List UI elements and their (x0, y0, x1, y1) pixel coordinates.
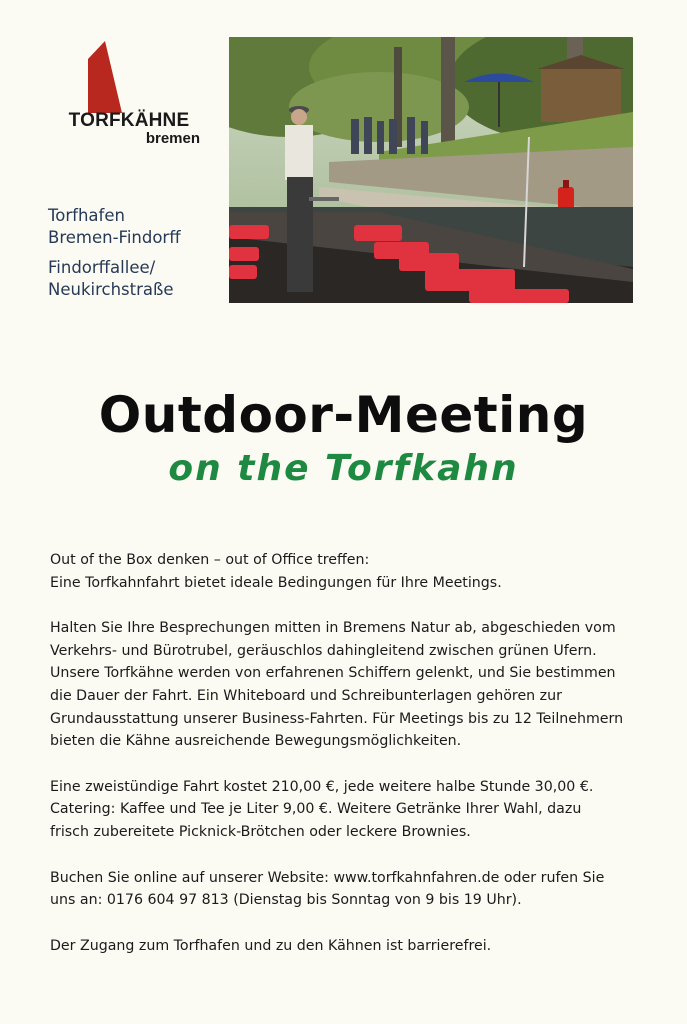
torfkaehne-logo (44, 38, 212, 150)
logo-city: bremen (145, 130, 200, 147)
body-text (50, 549, 650, 980)
paragraph-prices (50, 776, 650, 844)
address-block (48, 205, 228, 309)
text-line: Verkehrs- und Bürotrubel, geräuschlos dahingleitend zwischen grünen Ufern. (50, 642, 597, 659)
paragraph-accessibility (50, 935, 650, 958)
text-line: Grundausstattung unserer Business-Fahrten. Für Meetings bis zu 12 Teilnehmern (50, 710, 624, 727)
address-line-1: Torfhafen (48, 206, 125, 225)
address-line-2: Bremen-Findorff (48, 228, 181, 247)
text-line: uns an: 0176 604 97 813 (Dienstag bis Sonntag von 9 bis 19 Uhr). (50, 892, 522, 909)
text-line: Halten Sie Ihre Besprechungen mitten in Bremens Natur ab, abgeschieden vom (50, 620, 616, 637)
address-line-3: Findorffallee/ (48, 258, 156, 277)
text-line: Catering: Kaffee und Tee je Liter 9,00 €. Weitere Getränke Ihrer Wahl, dazu (50, 801, 582, 818)
text-line: frisch zubereitete Picknick-Brötchen oder leckere Brownies. (50, 823, 471, 840)
paragraph-description (50, 617, 650, 753)
text-line: Buchen Sie online auf unserer Website: www.torfkahnfahren.de oder rufen Sie (50, 869, 605, 886)
page-title: Outdoor-Meeting (98, 386, 589, 444)
text-line: Der Zugang zum Torfhafen und zu den Kähnen ist barrierefrei. (50, 937, 492, 954)
text-line: Unsere Torfkähne werden von erfahrenen Schiffern gelenkt, und Sie bestimmen (50, 665, 616, 682)
torfkahn-boat-photo (229, 37, 633, 303)
text-line: die Dauer der Fahrt. Ein Whiteboard und Schreibunterlagen gehören zur (50, 687, 562, 704)
text-line: Out of the Box denken – out of Office treffen: (50, 552, 370, 568)
text-line: Eine zweistündige Fahrt kostet 210,00 €, jede weitere halbe Stunde 30,00 €. (50, 778, 594, 795)
address-line-4: Neukirchstraße (48, 280, 174, 299)
page-subtitle: on the Torfkahn (168, 448, 519, 489)
text-line: Eine Torfkahnfahrt bietet ideale Bedingungen für Ihre Meetings. (50, 574, 502, 591)
text-line: bieten die Kähne ausreichende Bewegungsmöglichkeiten. (50, 733, 462, 750)
paragraph-booking (50, 867, 650, 912)
paragraph-intro (50, 549, 650, 594)
logo-name: TORFKÄHNE (68, 110, 190, 131)
